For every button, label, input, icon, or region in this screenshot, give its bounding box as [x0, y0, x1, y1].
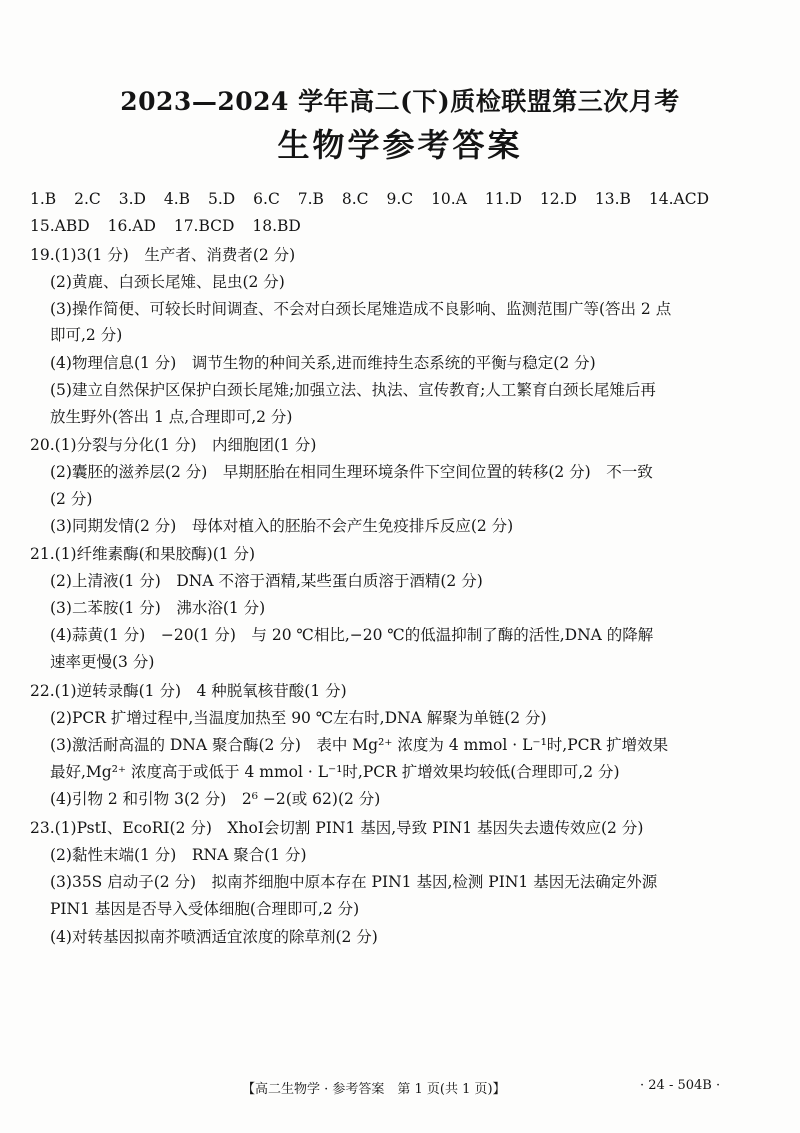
q20-line-2: (2)囊胚的滋养层(2 分) 早期胚胎在相同生理环境条件下空间位置的转移(2 分) 不一致: [50, 463, 653, 481]
q22-line-5: (4)引物 2 和引物 3(2 分) 2⁶ −2(或 62)(2 分): [50, 790, 381, 808]
q21-line-5: 速率更慢(3 分): [50, 653, 155, 671]
mc-answer: 12.D: [539, 190, 577, 208]
mc-answer: 7.B: [297, 190, 324, 208]
mc-answer: 9.C: [386, 190, 414, 208]
q19-line-2: (2)黄鹿、白颈长尾雉、昆虫(2 分): [50, 273, 285, 291]
mc-answer: 18.BD: [252, 217, 301, 235]
mc-answer: 10.A: [431, 190, 467, 208]
q21-line-2: (2)上清液(1 分) DNA 不溶于酒精,某些蛋白质溶于酒精(2 分): [50, 572, 483, 590]
q22-line-2: (2)PCR 扩增过程中,当温度加热至 90 ℃左右时,DNA 解聚为单链(2 分): [50, 709, 547, 727]
mc-answer: 5.D: [208, 190, 236, 208]
mc-answer: 14.ACD: [648, 190, 709, 208]
q23-line-3: (3)35S 启动子(2 分) 拟南芥细胞中原本存在 PIN1 基因,检测 PIN1 基因无法确定外源: [50, 873, 658, 891]
mc-answer: 17.BCD: [173, 217, 235, 235]
mc-answer: 11.D: [484, 190, 522, 208]
q19-line-6: (5)建立自然保护区保护白颈长尾雉;加强立法、执法、宣传教育;人工繁育白颈长尾雉后再: [50, 381, 656, 399]
q19-line-1: 19.(1)3(1 分) 生产者、消费者(2 分): [30, 246, 296, 264]
q20-line-3: (2 分): [50, 490, 93, 508]
q22-line-4: 最好,Mg²⁺ 浓度高于或低于 4 mmol · L⁻¹时,PCR 扩增效果均较低(合理即可,2 分): [50, 763, 620, 781]
mc-answer: 15.ABD: [30, 217, 90, 235]
mc-answer: 4.B: [163, 190, 191, 208]
q19-line-4: 即可,2 分): [50, 326, 123, 344]
mc-answer: 1.B: [30, 190, 57, 208]
q20-line-1: 20.(1)分裂与分化(1 分) 内细胞团(1 分): [30, 436, 317, 454]
q23-line-2: (2)黏性末端(1 分) RNA 聚合(1 分): [50, 846, 307, 864]
exam-title: 2023—2024 学年高二(下)质检联盟第三次月考: [120, 87, 680, 116]
q22-line-3: (3)激活耐高温的 DNA 聚合酶(2 分) 表中 Mg²⁺ 浓度为 4 mmol · L⁻¹时,PCR 扩增效果: [50, 736, 669, 754]
mc-answer: 13.B: [594, 190, 631, 208]
q23-line-1: 23.(1)PstⅠ、EcoRⅠ(2 分) XhoⅠ会切割 PIN1 基因,导致 PIN1 基因失去遗传效应(2 分): [30, 819, 644, 837]
mc-answers-row-1: [30, 190, 770, 208]
q21-line-3: (3)二苯胺(1 分) 沸水浴(1 分): [50, 599, 266, 617]
mc-answer: 8.C: [341, 190, 369, 208]
q21-line-1: 21.(1)纤维素酶(和果胶酶)(1 分): [30, 545, 256, 563]
mc-answer: 3.D: [118, 190, 146, 208]
q20-line-4: (3)同期发情(2 分) 母体对植入的胚胎不会产生免疫排斥反应(2 分): [50, 517, 514, 535]
q19-line-5: (4)物理信息(1 分) 调节生物的种间关系,进而维持生态系统的平衡与稳定(2 分): [50, 354, 596, 372]
q19-line-7: 放生野外(答出 1 点,合理即可,2 分): [50, 408, 293, 426]
mc-answer: 6.C: [253, 190, 280, 208]
mc-answer: 16.AD: [107, 217, 156, 235]
q22-line-1: 22.(1)逆转录酶(1 分) 4 种脱氧核苷酸(1 分): [30, 682, 347, 700]
answer-key-title: 生物学参考答案: [277, 126, 523, 164]
q23-line-4: PIN1 基因是否导入受体细胞(合理即可,2 分): [50, 900, 360, 918]
mc-answer: 2.C: [74, 190, 101, 208]
footer-doc-code: · 24 - 504B ·: [640, 1078, 721, 1093]
footer-page-info: 【高二生物学 · 参考答案 第 1 页(共 1 页)】: [242, 1082, 506, 1097]
q21-line-4: (4)蒜黄(1 分) −20(1 分) 与 20 ℃相比,−20 ℃的低温抑制了酶的活性,DNA 的降解: [50, 626, 654, 644]
q23-line-5: (4)对转基因拟南芥喷洒适宜浓度的除草剂(2 分): [50, 928, 378, 946]
q19-line-3: (3)操作简便、可较长时间调查、不会对白颈长尾雉造成不良影响、监测范围广等(答出 2 点: [50, 300, 672, 318]
mc-answers-row-2: [30, 217, 770, 235]
